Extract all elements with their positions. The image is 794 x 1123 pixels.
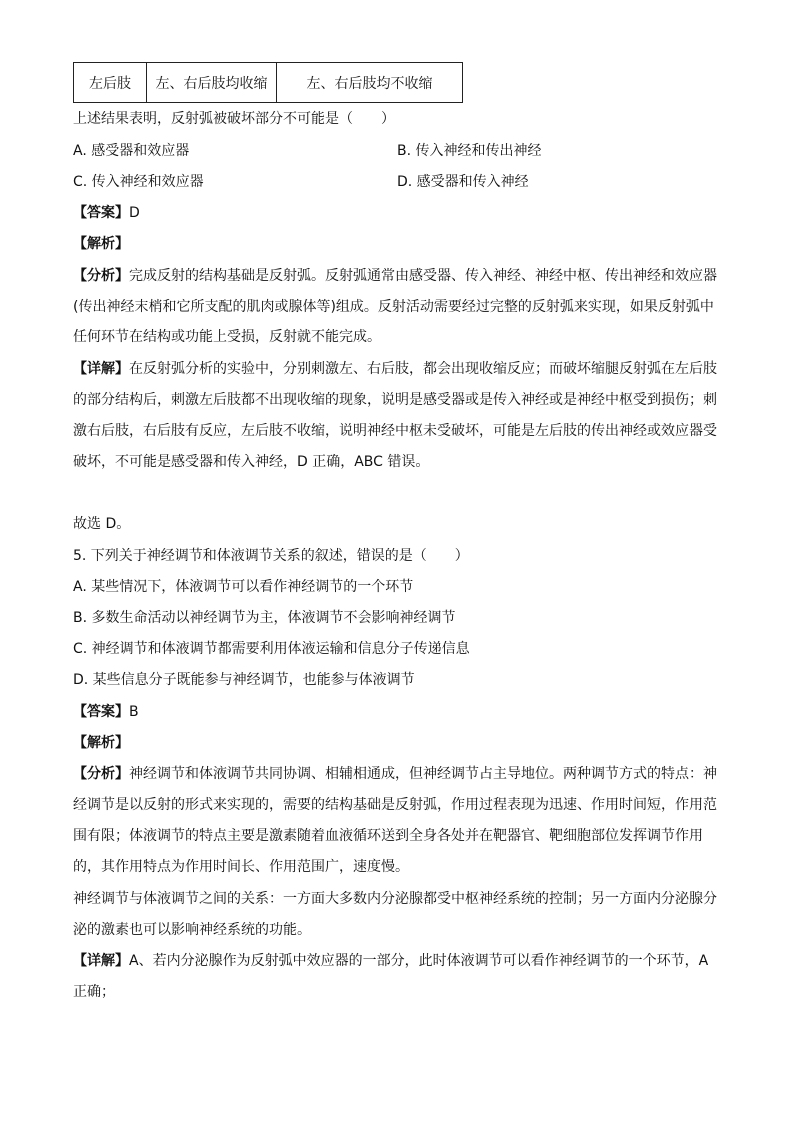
analysis-tag: 【解析】 [73, 236, 129, 252]
option-c: C. 神经调节和体液调节都需要利用体液运输和信息分子传递信息 [73, 641, 470, 657]
text-line: 的部分结构后，刺激左后肢都不出现收缩的现象，说明是感受器或是传入神经或是神经中枢受到损伤；刺 [73, 392, 717, 408]
fenxi-tag: 【分析】 [73, 268, 129, 284]
text-line: 经调节是以反射的形式来实现的，需要的结构基础是反射弧，作用过程表现为迅速、作用时间短，作用范 [73, 797, 717, 813]
option-a: A. 某些情况下，体液调节可以看作神经调节的一个环节 [73, 579, 414, 595]
analysis-paragraph [73, 764, 717, 784]
analysis-tag: 【解析】 [73, 735, 129, 751]
xiangjie-tag: 【详解】 [73, 953, 129, 969]
text-line: 在反射弧分析的实验中，分别刺激左、右后肢，都会出现收缩反应；而破坏缩腿反射弧在左后肢 [129, 361, 717, 377]
text-line: 正确； [73, 984, 115, 1000]
table-cell: 左、右后肢均收缩 [147, 63, 277, 103]
answer-value: B [129, 704, 139, 720]
fenxi-tag: 【分析】 [73, 766, 129, 782]
text-line: 围有限；体液调节的特点主要是激素随着血液循环送到全身各处并在靶器官、靶细胞部位发挥调节作用 [73, 828, 703, 844]
text-line: 泌的激素也可以影响神经系统的功能。 [73, 922, 311, 938]
answer-line [73, 702, 139, 722]
question-stem: 上述结果表明，反射弧被破坏部分不可能是（ ） [73, 111, 395, 127]
answer-tag: 【答案】 [73, 205, 129, 221]
xiangjie-tag: 【详解】 [73, 361, 129, 377]
option-b: B. 多数生命活动以神经调节为主，体液调节不会影响神经调节 [73, 610, 456, 626]
answer-value: D [129, 205, 140, 221]
answer-tag: 【答案】 [73, 704, 129, 720]
text-line: 神经调节和体液调节共同协调、相辅相通成，但神经调节占主导地位。两种调节方式的特点：神 [129, 766, 717, 782]
text-line: 破坏，不可能是感受器和传入神经，D 正确，ABC 错误。 [73, 454, 430, 470]
table-row [74, 63, 463, 103]
option-d: D. 某些信息分子既能参与神经调节，也能参与体液调节 [73, 672, 415, 688]
detail-paragraph [73, 359, 717, 379]
text-line: 任何环节在结构或功能上受损，反射就不能完成。 [73, 329, 381, 345]
option-d: D. 感受器和传入神经 [397, 174, 529, 190]
analysis-paragraph [73, 266, 717, 286]
text-line: 神经调节与体液调节之间的关系：一方面大多数内分泌腺都受中枢神经系统的控制；另一方面内分泌腺分 [73, 891, 717, 907]
text-line: 的，其作用特点为作用时间长、作用范围广，速度慢。 [73, 859, 409, 875]
result-table [73, 62, 463, 103]
text-line: 激右后肢，右后肢有反应，左后肢不收缩，说明神经中枢未受破坏，可能是左后肢的传出神经或效应器受 [73, 423, 717, 439]
text-line: (传出神经末梢和它所支配的肌肉或腺体等)组成。反射活动需要经过完整的反射弧来实现，如果反射弧中 [73, 299, 714, 315]
option-a: A. 感受器和效应器 [73, 143, 190, 159]
text-line: 完成反射的结构基础是反射弧。反射弧通常由感受器、传入神经、神经中枢、传出神经和效应器 [129, 268, 717, 284]
text-line: A、若内分泌腺作为反射弧中效应器的一部分，此时体液调节可以看作神经调节的一个环节，A [129, 953, 709, 969]
answer-line [73, 203, 140, 223]
option-b: B. 传入神经和传出神经 [397, 143, 542, 159]
table-cell: 左后肢 [74, 63, 147, 103]
option-c: C. 传入神经和效应器 [73, 174, 204, 190]
conclusion: 故选 D。 [73, 516, 131, 532]
table-cell: 左、右后肢均不收缩 [277, 63, 463, 103]
question-stem: 5. 下列关于神经调节和体液调节关系的叙述，错误的是（ ） [73, 548, 469, 564]
detail-paragraph [73, 951, 708, 971]
